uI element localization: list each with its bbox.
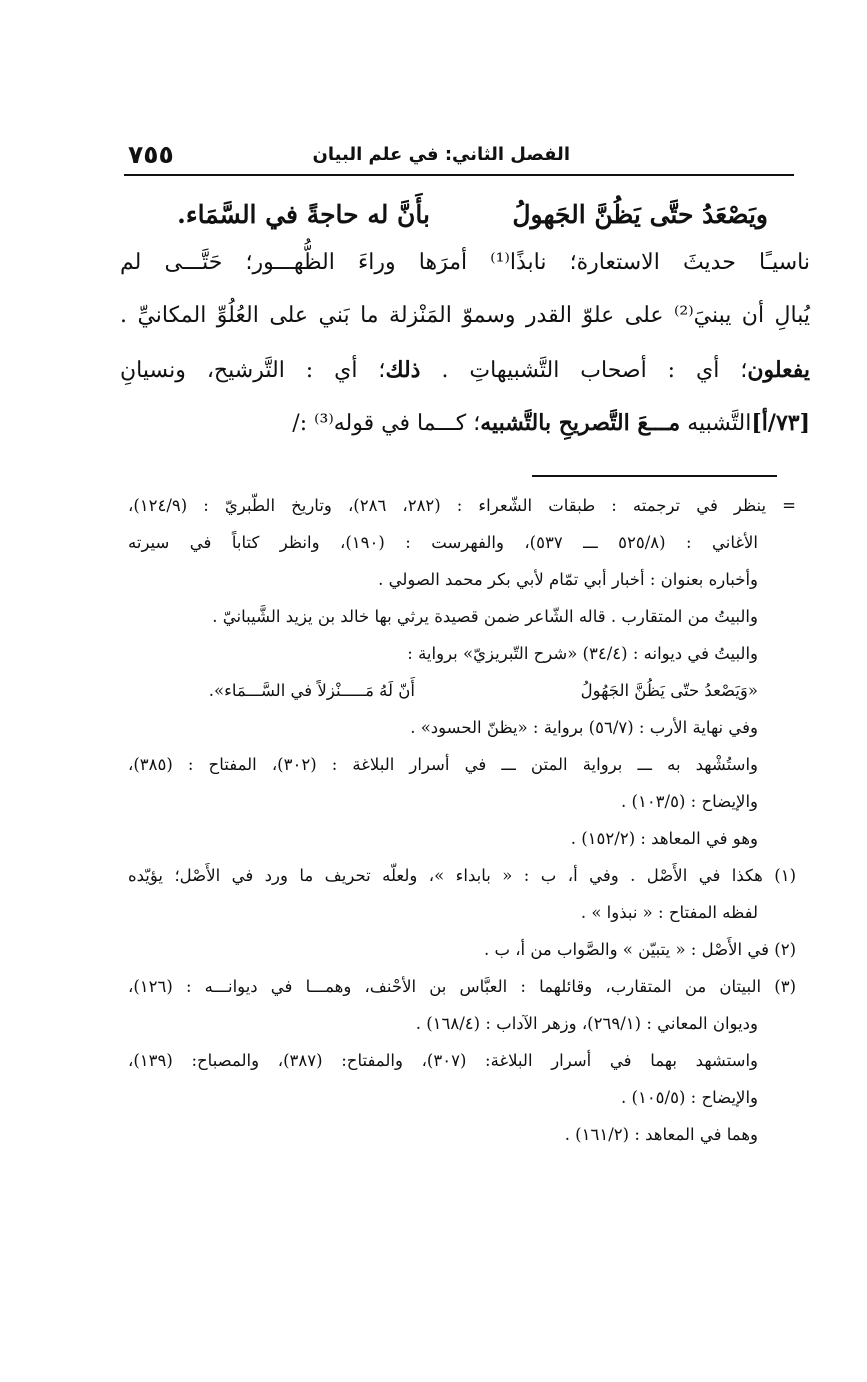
footnote-line: الأغاني : (٥٢٥/٨ ـــ ٥٣٧)، والفهرست : (١٩٠)، وانظر كتاباً في سيرته bbox=[128, 533, 758, 552]
footnote-line: وأخباره بعنوان : أخبار أبي تمّام لأبي بكر محمد الصولي . bbox=[378, 570, 758, 589]
footnote-line: وديوان المعاني : (٢٦٩/١)، وزهر الآداب : (١٦٨/٤) . bbox=[415, 1014, 758, 1033]
body-line-3 bbox=[120, 357, 810, 383]
footnote-line: = ينظر في ترجمته : طبقات الشّعراء : (٢٨٢، ٢٨٦)، وتاريخ الطّبريّ : (١٢٤/٩)، bbox=[128, 496, 796, 515]
footnote-line: وهو في المعاهد : (١٥٢/٢) . bbox=[570, 829, 758, 848]
footnote-line: وهما في المعاهد : (١٦١/٢) . bbox=[564, 1125, 758, 1144]
footnote-1: (١) هكذا في الأَصْل . وفي أ، ب : « بابداء »، ولعلّه تحريف ما ورد في الأَصْل؛ يؤيّده bbox=[128, 866, 796, 885]
footnote-line: وفي نهاية الأرب : (٥٦/٧) برواية : «يظنّ الحسود» . bbox=[410, 718, 758, 737]
running-header-title: الفصل الثاني: في علم البيان bbox=[312, 144, 570, 165]
body-line-3-end: ؛ أي : التَّرشيح، ونسيانِ bbox=[120, 358, 386, 383]
footnote-3: (٣) البيتان من المتقارب، وقائلهما : العبَّاس بن الأحْنف، وهمـــا في ديوانـــه : (١٢٦)، bbox=[128, 977, 796, 996]
body-line-4-a: التَّشبيه bbox=[680, 411, 752, 436]
footnote-line: واستشهد بهما في أسرار البلاغة: (٣٠٧)، والمفتاح: (٣٨٧)، والمصباح: (١٣٩)، bbox=[128, 1051, 758, 1070]
body-line-1 bbox=[120, 250, 810, 275]
footnote-line: والإيضاح : (١٠٣/٥) . bbox=[621, 792, 758, 811]
footnote-verse-second: أَنّ لَهُ مَـــــنْزلاً في السَّـــمَاء». bbox=[208, 681, 415, 700]
footnote-line: والبيتُ في ديوانه : (٣٤/٤) «شرح التّبريزيّ» برواية : bbox=[407, 644, 758, 663]
body-line-2 bbox=[120, 303, 810, 328]
footnote-line: والإيضاح : (١٠٥/٥) . bbox=[621, 1088, 758, 1107]
term-dhalika: ذلك bbox=[385, 357, 421, 383]
body-line-3-text bbox=[120, 357, 810, 383]
footnote-line: لفظه المفتاح : « نبذوا » . bbox=[580, 903, 758, 922]
footnote-verse-first: «وَيَصْعدُ حتّى يَظُنَّ الجَهُولُ bbox=[580, 681, 758, 700]
footnote-line: والبيتُ من المتقارب . قاله الشّاعر ضمن قصيدة يرثي بها خالد بن يزيد الشَّيبانيّ . bbox=[212, 607, 758, 626]
page-number: ٧٥٥ bbox=[128, 140, 174, 169]
body-line-3-mid: ؛ أي : أصحاب التَّشبيهاتِ . bbox=[420, 358, 748, 383]
footnote-2: (٢) في الأَصْل : « يتبيّن » والصَّواب من أ، ب . bbox=[483, 940, 796, 959]
term-yaf-aloon: يفعلون bbox=[747, 357, 810, 383]
body-line-4 bbox=[120, 410, 810, 436]
header-rule bbox=[124, 174, 794, 176]
body-line-2-text: يُبالِ أن يبنيَ⁽²⁾ على علوّ القدر وسموّ المَنْزلة ما بَني على العُلُوِّ المكانيِّ . bbox=[120, 303, 810, 328]
footnote-separator bbox=[532, 475, 777, 477]
footnote-line: واستُشْهد به ـــ برواية المتن ـــ في أسرار البلاغة : (٣٠٢)، المفتاح : (٣٨٥)، bbox=[128, 755, 758, 774]
body-line-1-text: ناسيـًا حديثَ الاستعارة؛ نابذًا⁽¹⁾ أمرَها وراءَ الظُّهـــور؛ حَتَّـــى لم bbox=[120, 250, 810, 275]
body-line-4-b: ؛ كـــما في قوله⁽³⁾ :/ bbox=[292, 411, 481, 436]
folio-marker: [٧٣/أ] bbox=[751, 410, 810, 436]
body-line-4-text bbox=[120, 410, 810, 436]
term-tasrih: مـــعَ التَّصريحِ بالتَّشبيه bbox=[480, 410, 681, 436]
verse-hemistich-second: بأَنَّ له حاجةً في السَّمَاء. bbox=[177, 200, 430, 229]
verse-hemistich-first: ويَصْعَدُ حتَّى يَظُنَّ الجَهولُ bbox=[512, 200, 768, 229]
